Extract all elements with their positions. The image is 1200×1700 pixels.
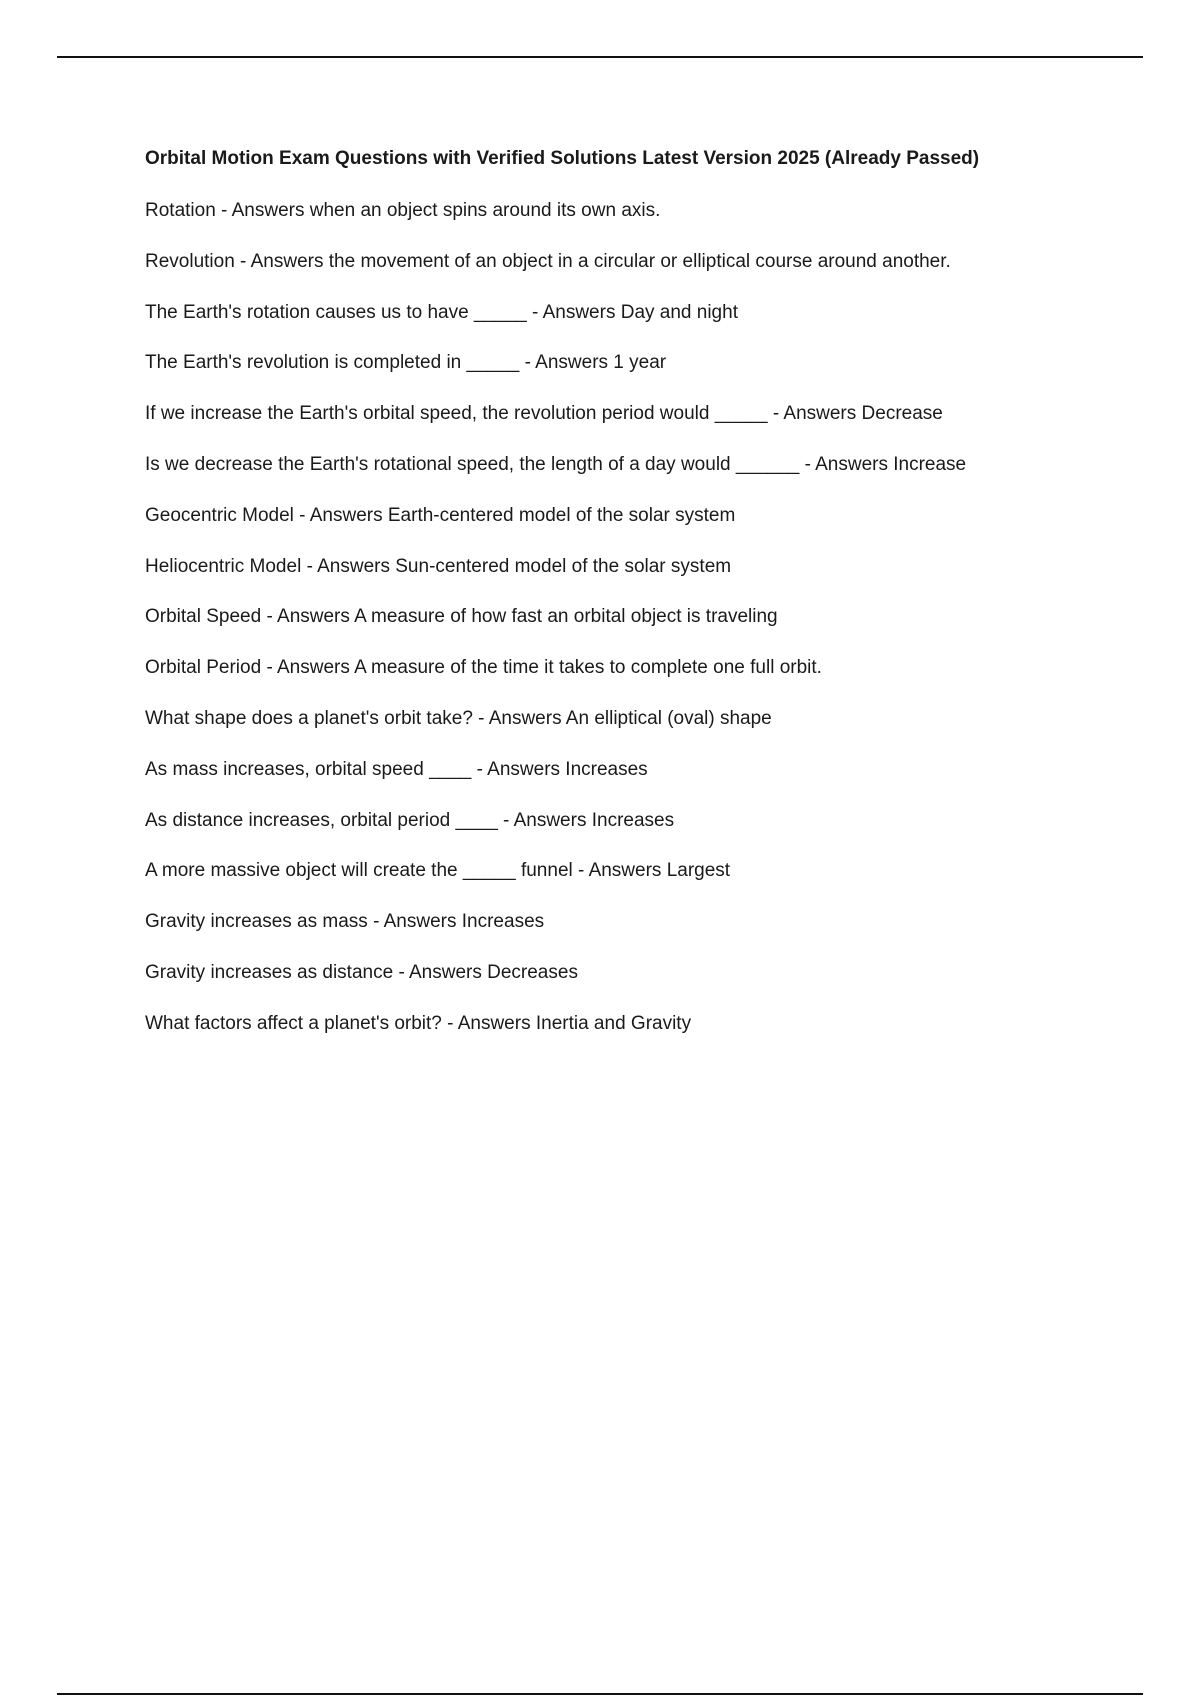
- qa-item: Rotation - Answers when an object spins around its own axis.: [145, 200, 661, 221]
- qa-item: Geocentric Model - Answers Earth-centered model of the solar system: [145, 504, 736, 526]
- qa-item: Orbital Speed - Answers A measure of how fast an orbital object is traveling: [145, 606, 778, 628]
- qa-list: [145, 196, 1105, 1039]
- qa-item: What shape does a planet's orbit take? - Answers An elliptical (oval) shape: [145, 707, 772, 729]
- footer-rule: [57, 1693, 1143, 1695]
- qa-item: As distance increases, orbital period ____ - Answers Increases: [145, 809, 675, 831]
- qa-item: Revolution - Answers the movement of an object in a circular or elliptical course around another.: [145, 250, 951, 272]
- document-body: [145, 144, 1105, 1060]
- qa-item: Orbital Period - Answers A measure of the time it takes to complete one full orbit.: [145, 657, 822, 679]
- document-title: Orbital Motion Exam Questions with Verified Solutions Latest Version 2025 (Already Passed): [145, 148, 980, 169]
- qa-item: A more massive object will create the _____ funnel - Answers Largest: [145, 860, 731, 882]
- qa-item: The Earth's revolution is completed in _____ - Answers 1 year: [145, 352, 667, 374]
- qa-item: Gravity increases as distance - Answers Decreases: [145, 961, 578, 983]
- qa-item: The Earth's rotation causes us to have _____ - Answers Day and night: [145, 301, 738, 323]
- qa-item: If we increase the Earth's orbital speed, the revolution period would _____ - Answers Decrease: [145, 403, 943, 425]
- qa-item: Is we decrease the Earth's rotational speed, the length of a day would ______ - Answers Increase: [145, 453, 967, 475]
- qa-item: Heliocentric Model - Answers Sun-centered model of the solar system: [145, 555, 732, 577]
- qa-item: What factors affect a planet's orbit? - Answers Inertia and Gravity: [145, 1012, 692, 1034]
- qa-item: As mass increases, orbital speed ____ - Answers Increases: [145, 758, 648, 780]
- qa-item: Gravity increases as mass - Answers Increases: [145, 911, 545, 933]
- header-rule: [57, 56, 1143, 58]
